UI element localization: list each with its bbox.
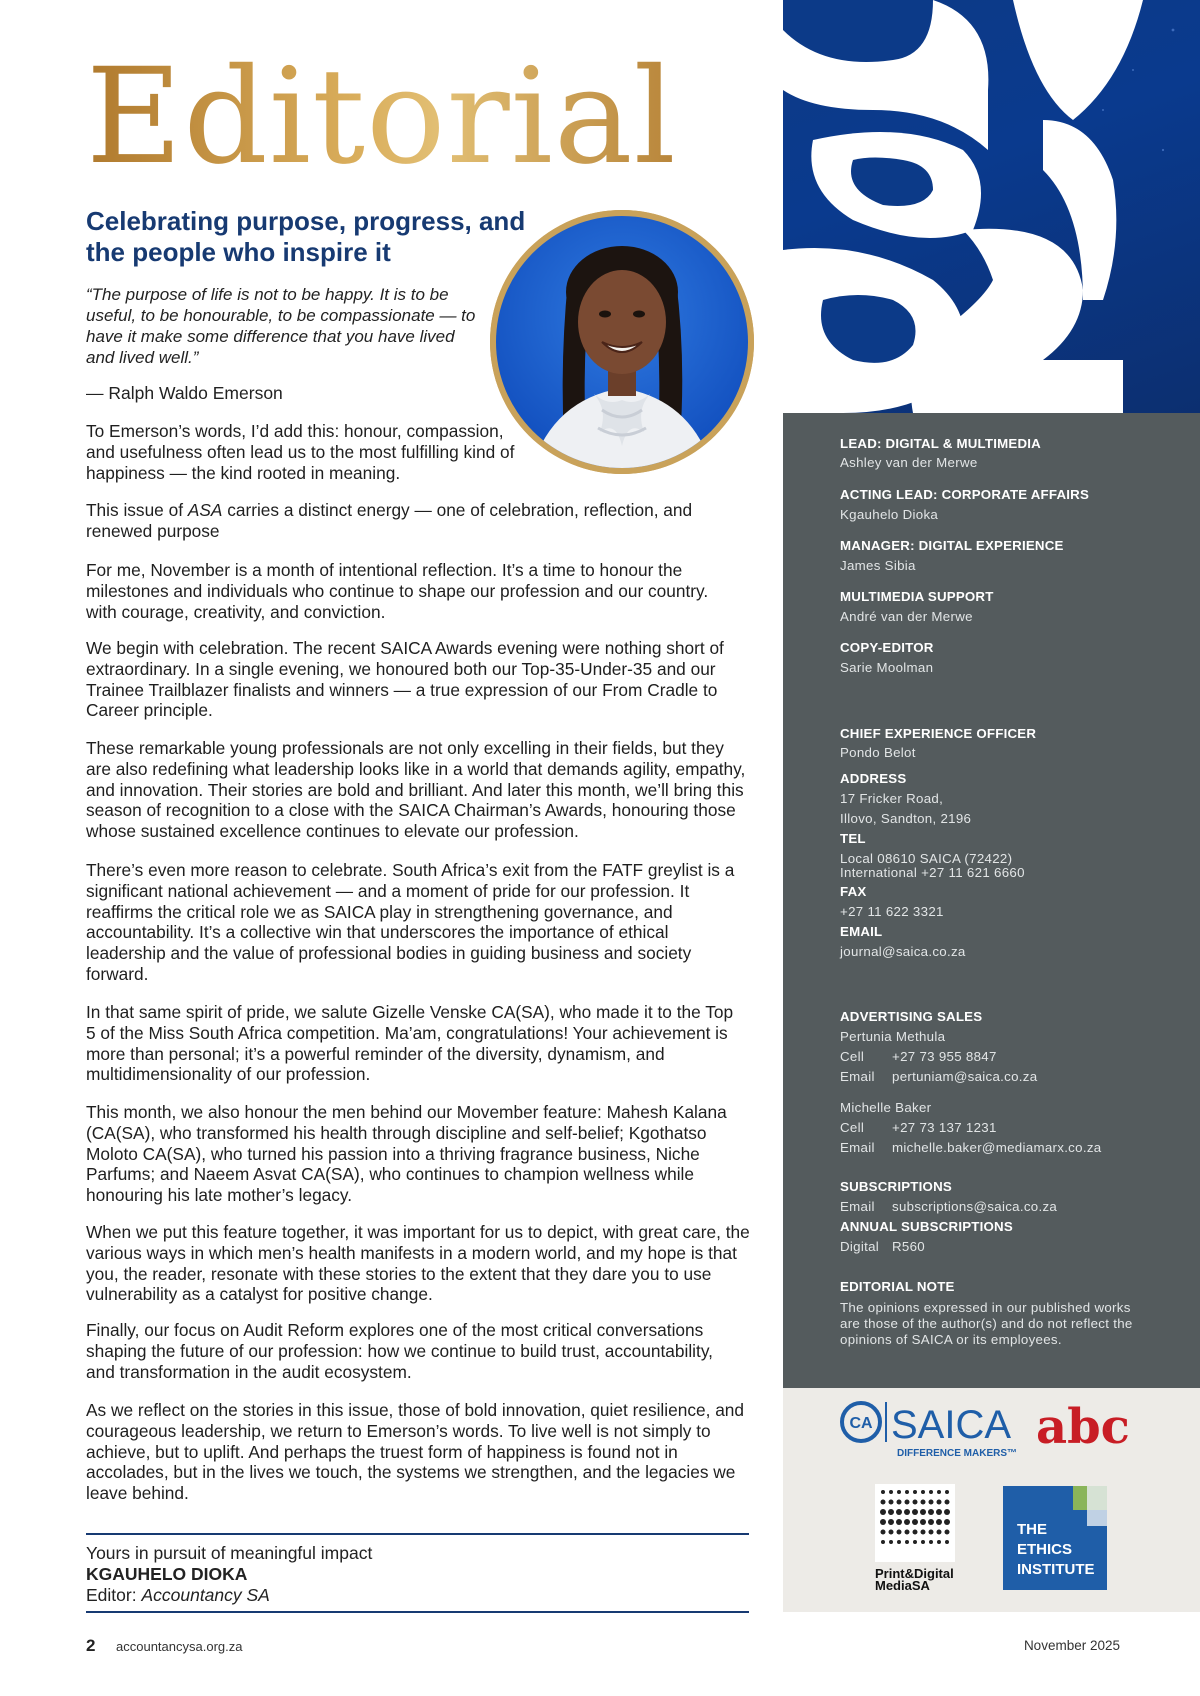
staff-label: MULTIMEDIA SUPPORT xyxy=(840,589,994,604)
staff-name: Ashley van der Merwe xyxy=(840,455,978,470)
body-paragraph: In that same spirit of pride, we salute Gizelle Venske CA(SA), who made it to the Top 5 of the Miss South Africa competition. Ma’am, congratulations! Your achievement is more than personal; it’s a powerful reminder of the diversity, dynamism, and multidimensionality of our profession. xyxy=(86,1002,734,1085)
body-paragraph: Finally, our focus on Audit Reform explores one of the most critical conversations shaping the future of our profession: how we continue to build trust, accountability, and transformation in the audit ecosystem. xyxy=(86,1320,713,1382)
body-text: This issue of xyxy=(86,500,188,520)
fax-number: +27 11 622 3321 xyxy=(840,904,944,919)
body-paragraph: For me, November is a month of intentional reflection. It’s a time to honour the milestones and individuals who continue to shape our profession and our country. with courage, creativity, and conviction. xyxy=(86,560,709,622)
tel-local: Local 08610 SAICA (72422) xyxy=(840,851,1013,866)
staff-label: ANNUAL SUBSCRIPTIONS xyxy=(840,1219,1013,1234)
saica-tagline: DIFFERENCE MAKERS™ xyxy=(897,1448,1018,1459)
sales-rep-cell: +27 73 955 8847 xyxy=(892,1049,997,1064)
staff-label: SUBSCRIPTIONS xyxy=(840,1179,952,1194)
staff-label: EMAIL xyxy=(840,924,883,939)
staff-label: EDITORIAL NOTE xyxy=(840,1279,955,1294)
contact-email[interactable]: journal@saica.co.za xyxy=(840,944,966,959)
signoff-block xyxy=(86,1533,749,1613)
cover-art-panel xyxy=(783,0,1200,413)
editorial-note-line: opinions of SAICA or its employees. xyxy=(840,1332,1062,1347)
editor-portrait xyxy=(490,210,754,474)
tel-international: International +27 11 621 6660 xyxy=(840,865,1025,880)
ethics-line1: THE xyxy=(1017,1521,1047,1538)
body-paragraph: There’s even more reason to celebrate. South Africa’s exit from the FATF greylist is a significant national achievement — and a moment of pride for our profession. It reaffirms the critical role we as SAICA play in strengthening governance, and accountability. It’s a collective win that underscores the importance of ethical leadership and the value of professional bodies in guiding business and society forward. xyxy=(86,860,735,984)
saica-ca-mark: CA xyxy=(849,1415,873,1432)
address-line: 17 Fricker Road, xyxy=(840,791,944,806)
body-paragraph: This month, we also honour the men behind our Movember feature: Mahesh Kalana (CA(SA), who transformed his health through discipline and self-belief; Kgothatso Moloto CA(SA), who turned his passion into a thriving fragrance business, Niche Parfums; and Naeem Asvat CA(SA), who continues to champion wellness while honouring his late mother’s legacy. xyxy=(86,1102,727,1206)
signoff-line: Yours in pursuit of meaningful impact xyxy=(86,1543,373,1563)
editor-role-label: Editor: xyxy=(86,1585,142,1605)
staff-label: COPY-EDITOR xyxy=(840,640,934,655)
sales-rep-name: Pertunia Methula xyxy=(840,1029,946,1044)
editorial-note-line: are those of the author(s) and do not reflect the xyxy=(840,1316,1133,1331)
body-paragraph: When we put this feature together, it was important for us to depict, with great care, the various ways in which men’s health manifests in a modern world, and my hope is that you, the reader, resonate with these stories to the extent that they dare you to use vulnerability as a catalyst for positive change. xyxy=(86,1222,750,1305)
staff-label: TEL xyxy=(840,831,866,846)
field-label: Cell xyxy=(840,1049,865,1064)
editorial-note-line: The opinions expressed in our published works xyxy=(840,1300,1131,1315)
staff-label: ACTING LEAD: CORPORATE AFFAIRS xyxy=(840,487,1090,502)
subscription-price: R560 xyxy=(892,1239,925,1254)
ethics-line2: ETHICS xyxy=(1017,1541,1073,1558)
body-paragraph: We begin with celebration. The recent SAICA Awards evening were nothing short of extraordinary. In a single evening, we honoured both our Top-35-Under-35 and our Trainee Trailblazer finalists and winners — a true expression of our From Cradle to Career principle. xyxy=(86,638,724,721)
staff-name: Kgauhelo Dioka xyxy=(840,507,939,522)
pdm-line2: MediaSA xyxy=(875,1578,930,1593)
field-label: Cell xyxy=(840,1120,865,1135)
staff-label: MANAGER: DIGITAL EXPERIENCE xyxy=(840,538,1064,553)
staff-name: Pondo Belot xyxy=(840,745,916,760)
editor-portrait-image xyxy=(490,210,754,474)
epigraph-quote: “The purpose of life is not to be happy. It is to be useful, to be honourable, to be compassionate — to have it make some difference that you have lived and lived well.” xyxy=(86,285,476,367)
abc-wordmark: abc xyxy=(1036,1399,1130,1455)
footer-url[interactable]: accountancysa.org.za xyxy=(116,1639,243,1654)
staff-name: André van der Merwe xyxy=(840,609,973,624)
body-paragraph: To Emerson’s words, I’d add this: honour, compassion, and usefulness often lead us to the most fulfilling kind of happiness — the kind rooted in meaning. xyxy=(86,421,515,483)
publication-name: ASA xyxy=(187,500,223,520)
field-label: Email xyxy=(840,1140,875,1155)
pdm-line1: Print&Digital xyxy=(875,1566,954,1581)
sales-rep-cell: +27 73 137 1231 xyxy=(892,1120,997,1135)
partner-logos xyxy=(783,1388,1200,1612)
body-paragraph: These remarkable young professionals are not only excelling in their fields, but they are also redefining what leadership looks like in a world that demands agility, empathy, and innovation. Their stories are bold and brilliant. And later this month, we’ll bring this season of recognition to a close with the SAICA Chairman’s Awards, honouring those whose sustained excellence continues to elevate our profession. xyxy=(86,738,746,842)
staff-label: LEAD: DIGITAL & MULTIMEDIA xyxy=(840,436,1041,451)
asa-logo-art xyxy=(783,0,1200,413)
abc-logo xyxy=(1036,1399,1130,1455)
editor-name: KGAUHELO DIOKA xyxy=(86,1564,248,1584)
address-line: Illovo, Sandton, 2196 xyxy=(840,811,972,826)
staff-label: ADDRESS xyxy=(840,771,907,786)
staff-name: Sarie Moolman xyxy=(840,660,934,675)
subscriptions-email[interactable]: subscriptions@saica.co.za xyxy=(892,1199,1058,1214)
body-paragraph: As we reflect on the stories in this issue, those of bold innovation, quiet resilience, and courageous leadership, we return to Emerson’s words. To live well is not simply to achieve, but to uplift. And perhaps the truest form of happiness is found not in accolades, but in the lives we touch, the systems we strengthen, and the legacies we leave behind. xyxy=(86,1400,745,1504)
footer-date: November 2025 xyxy=(1023,1638,1120,1653)
body-paragraph xyxy=(86,500,736,542)
page-number: 2 xyxy=(86,1636,96,1655)
sales-rep-email[interactable]: michelle.baker@mediamarx.co.za xyxy=(892,1140,1102,1155)
ethics-line3: INSTITUTE xyxy=(1017,1561,1095,1578)
print-digital-media-logo xyxy=(875,1484,955,1593)
article-headline: Celebrating purpose, progress, and the people who inspire it xyxy=(86,206,526,267)
saica-logo xyxy=(842,1402,1017,1459)
editor-role xyxy=(86,1585,749,1606)
epigraph-author: — Ralph Waldo Emerson xyxy=(86,383,283,403)
subscription-type: Digital xyxy=(840,1239,880,1254)
logo-panel xyxy=(783,1388,1200,1612)
page-title: Editorial xyxy=(86,40,677,194)
saica-wordmark: SAICA xyxy=(891,1403,1012,1447)
staff-label: ADVERTISING SALES xyxy=(840,1009,983,1024)
staff-name: James Sibia xyxy=(840,558,916,573)
staff-label: FAX xyxy=(840,884,867,899)
ethics-institute-logo xyxy=(1003,1486,1107,1590)
sales-rep-name: Michelle Baker xyxy=(840,1100,932,1115)
staff-label: CHIEF EXPERIENCE OFFICER xyxy=(840,726,1037,741)
field-label: Email xyxy=(840,1199,875,1214)
field-label: Email xyxy=(840,1069,875,1084)
body-text: carries a distinct energy — one of celebration, reflection, and xyxy=(222,500,693,520)
sales-rep-email[interactable]: pertuniam@saica.co.za xyxy=(892,1069,1038,1084)
editor-role-publication: Accountancy SA xyxy=(141,1585,270,1605)
body-text: renewed purpose xyxy=(86,520,220,541)
